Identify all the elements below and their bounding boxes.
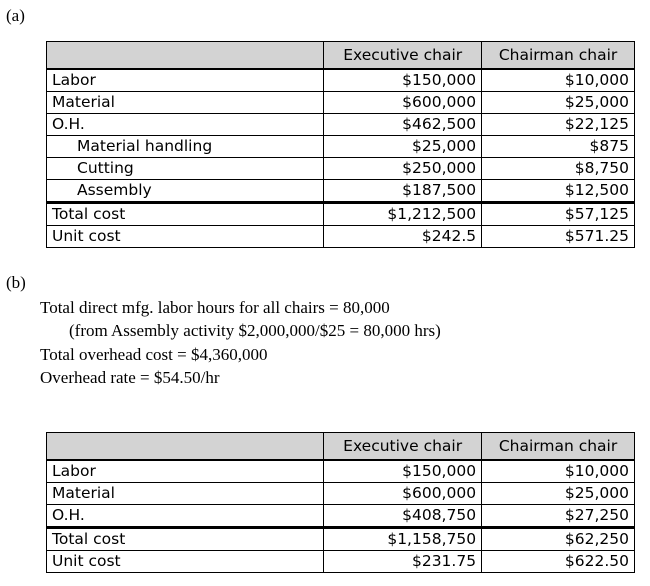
chairman-value: $622.50 (482, 551, 635, 573)
table-header-row (47, 433, 635, 461)
header-executive-chair: Executive chair (324, 42, 482, 70)
table-row-total (47, 203, 635, 226)
assembly-note-line: (from Assembly activity $2,000,000/$25 = 80,000 hrs) (69, 321, 441, 340)
chairman-value: $8,750 (482, 158, 635, 180)
table-row-unit (47, 551, 635, 573)
executive-value: $25,000 (324, 136, 482, 158)
chairman-value: $25,000 (482, 92, 635, 114)
header-chairman-chair: Chairman chair (482, 433, 635, 461)
table-row (47, 483, 635, 505)
chairman-value: $10,000 (482, 460, 635, 483)
table-row (47, 505, 635, 528)
header-executive-chair: Executive chair (324, 433, 482, 461)
part-a-label: (a) (6, 6, 25, 25)
row-label: Assembly (47, 180, 324, 203)
table-row (47, 114, 635, 136)
executive-value: $150,000 (324, 69, 482, 92)
overhead-rate-line: Overhead rate = $54.50/hr (40, 368, 220, 387)
chairman-value: $25,000 (482, 483, 635, 505)
chairman-value: $22,125 (482, 114, 635, 136)
cost-table-a (46, 41, 635, 248)
executive-value: $250,000 (324, 158, 482, 180)
row-label: Material (47, 483, 324, 505)
executive-value: $462,500 (324, 114, 482, 136)
executive-value: $600,000 (324, 92, 482, 114)
row-label: O.H. (47, 114, 324, 136)
executive-value: $1,158,750 (324, 528, 482, 551)
executive-value: $231.75 (324, 551, 482, 573)
chairman-value: $875 (482, 136, 635, 158)
executive-value: $187,500 (324, 180, 482, 203)
row-label: Total cost (47, 203, 324, 226)
header-corner (47, 42, 324, 70)
part-b-label: (b) (6, 273, 26, 292)
chairman-value: $57,125 (482, 203, 635, 226)
row-label: Unit cost (47, 551, 324, 573)
row-label: O.H. (47, 505, 324, 528)
executive-value: $1,212,500 (324, 203, 482, 226)
header-corner (47, 433, 324, 461)
table-row (47, 92, 635, 114)
row-label: Total cost (47, 528, 324, 551)
executive-value: $600,000 (324, 483, 482, 505)
chairman-value: $571.25 (482, 226, 635, 248)
table-row (47, 158, 635, 180)
chairman-value: $12,500 (482, 180, 635, 203)
chairman-value: $62,250 (482, 528, 635, 551)
table-header-row (47, 42, 635, 70)
table-row (47, 69, 635, 92)
executive-value: $242.5 (324, 226, 482, 248)
row-label: Cutting (47, 158, 324, 180)
table-row (47, 136, 635, 158)
row-label: Material handling (47, 136, 324, 158)
row-label: Material (47, 92, 324, 114)
row-label: Labor (47, 69, 324, 92)
chairman-value: $10,000 (482, 69, 635, 92)
row-label: Unit cost (47, 226, 324, 248)
table-row (47, 460, 635, 483)
table-row-total (47, 528, 635, 551)
executive-value: $408,750 (324, 505, 482, 528)
overhead-cost-line: Total overhead cost = $4,360,000 (40, 345, 268, 364)
row-label: Labor (47, 460, 324, 483)
chairman-value: $27,250 (482, 505, 635, 528)
executive-value: $150,000 (324, 460, 482, 483)
table-row (47, 180, 635, 203)
table-row-unit (47, 226, 635, 248)
cost-table-b (46, 432, 635, 573)
labor-hours-line: Total direct mfg. labor hours for all chairs = 80,000 (40, 298, 390, 317)
header-chairman-chair: Chairman chair (482, 42, 635, 70)
